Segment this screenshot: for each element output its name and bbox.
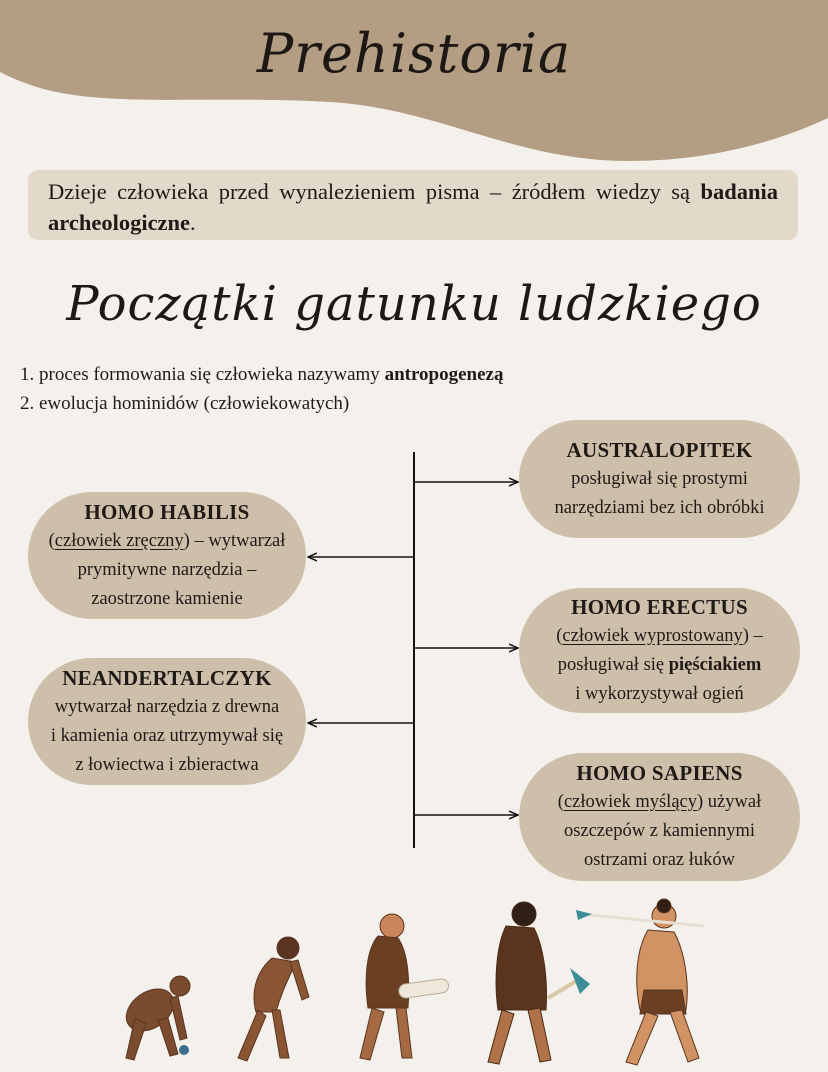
evolution-illustration [0,890,828,1072]
card-bold-text: pięściakiem [668,654,762,675]
card-line-rest: – [748,625,763,646]
card-neandertalczyk [28,658,306,785]
card-heading: HOMO ERECTUS [571,594,748,619]
intro-text: Dzieje człowieka przed wynalezieniem pisma – źródłem wiedzy są [48,179,701,204]
list-text: ewolucja hominidów (człowiekowatych) [39,393,350,414]
card-line-rest: używał [703,792,762,812]
page-title: Prehistoria [256,22,572,85]
card-line: posługiwał się prostymi [571,468,748,489]
card-line: wytwarzał narzędzia z drewna [54,696,280,717]
card-heading: HOMO SAPIENS [576,761,743,785]
species-name: człowiek zręczny [54,530,184,551]
section-title: Początki gatunku ludzkiego [66,276,762,332]
ape-figure [118,976,190,1060]
intro-bold-text: badania archeologiczne [48,179,778,235]
card-line: prymitywne narzędzia – [77,559,257,580]
axe-bearer-figure [488,902,590,1064]
list-number: 1. [20,364,35,385]
card-heading: NEANDERTALCZYK [62,665,272,690]
card-heading: AUSTRALOPITEK [566,437,753,462]
list-text: proces formowania się człowieka nazywamy [39,364,385,385]
card-line: (człowiek zręczny) – wytwarzał [48,530,286,551]
card-line: i kamienia oraz utrzymywał się [50,725,284,746]
card-homo-erectus [519,588,800,713]
card-homo-sapiens [519,753,800,881]
card-line: i wykorzystywał ogień [575,683,744,704]
card-line: (człowiek wyprostowany) – [556,625,763,646]
card-line: zaostrzone kamienie [91,588,243,609]
intro-text-end: . [190,210,196,235]
species-name: człowiek wyprostowany [562,625,743,646]
card-line-text: posługiwał się [557,654,669,675]
list-bold-text: antropogenezą [384,364,504,385]
card-homo-habilis [28,492,306,619]
card-heading: HOMO HABILIS [84,499,250,524]
spear-thrower-figure [576,899,704,1065]
species-name: człowiek myślący [563,792,697,812]
card-line-rest: – wytwarzał [189,530,286,551]
card-line: (człowiek myślący) używał [557,792,762,812]
card-line [558,651,762,680]
list-number: 2. [20,393,35,414]
card-line: z łowiectwa i zbieractwa [75,754,259,775]
card-australopitek [519,420,800,538]
card-line: narzędziami bez ich obróbki [554,497,765,518]
card-line: oszczepów z kamiennymi [563,821,756,841]
card-line: ostrzami oraz łuków [583,850,736,870]
early-hominin-figure [238,937,309,1061]
club-bearer-figure [360,914,449,1060]
